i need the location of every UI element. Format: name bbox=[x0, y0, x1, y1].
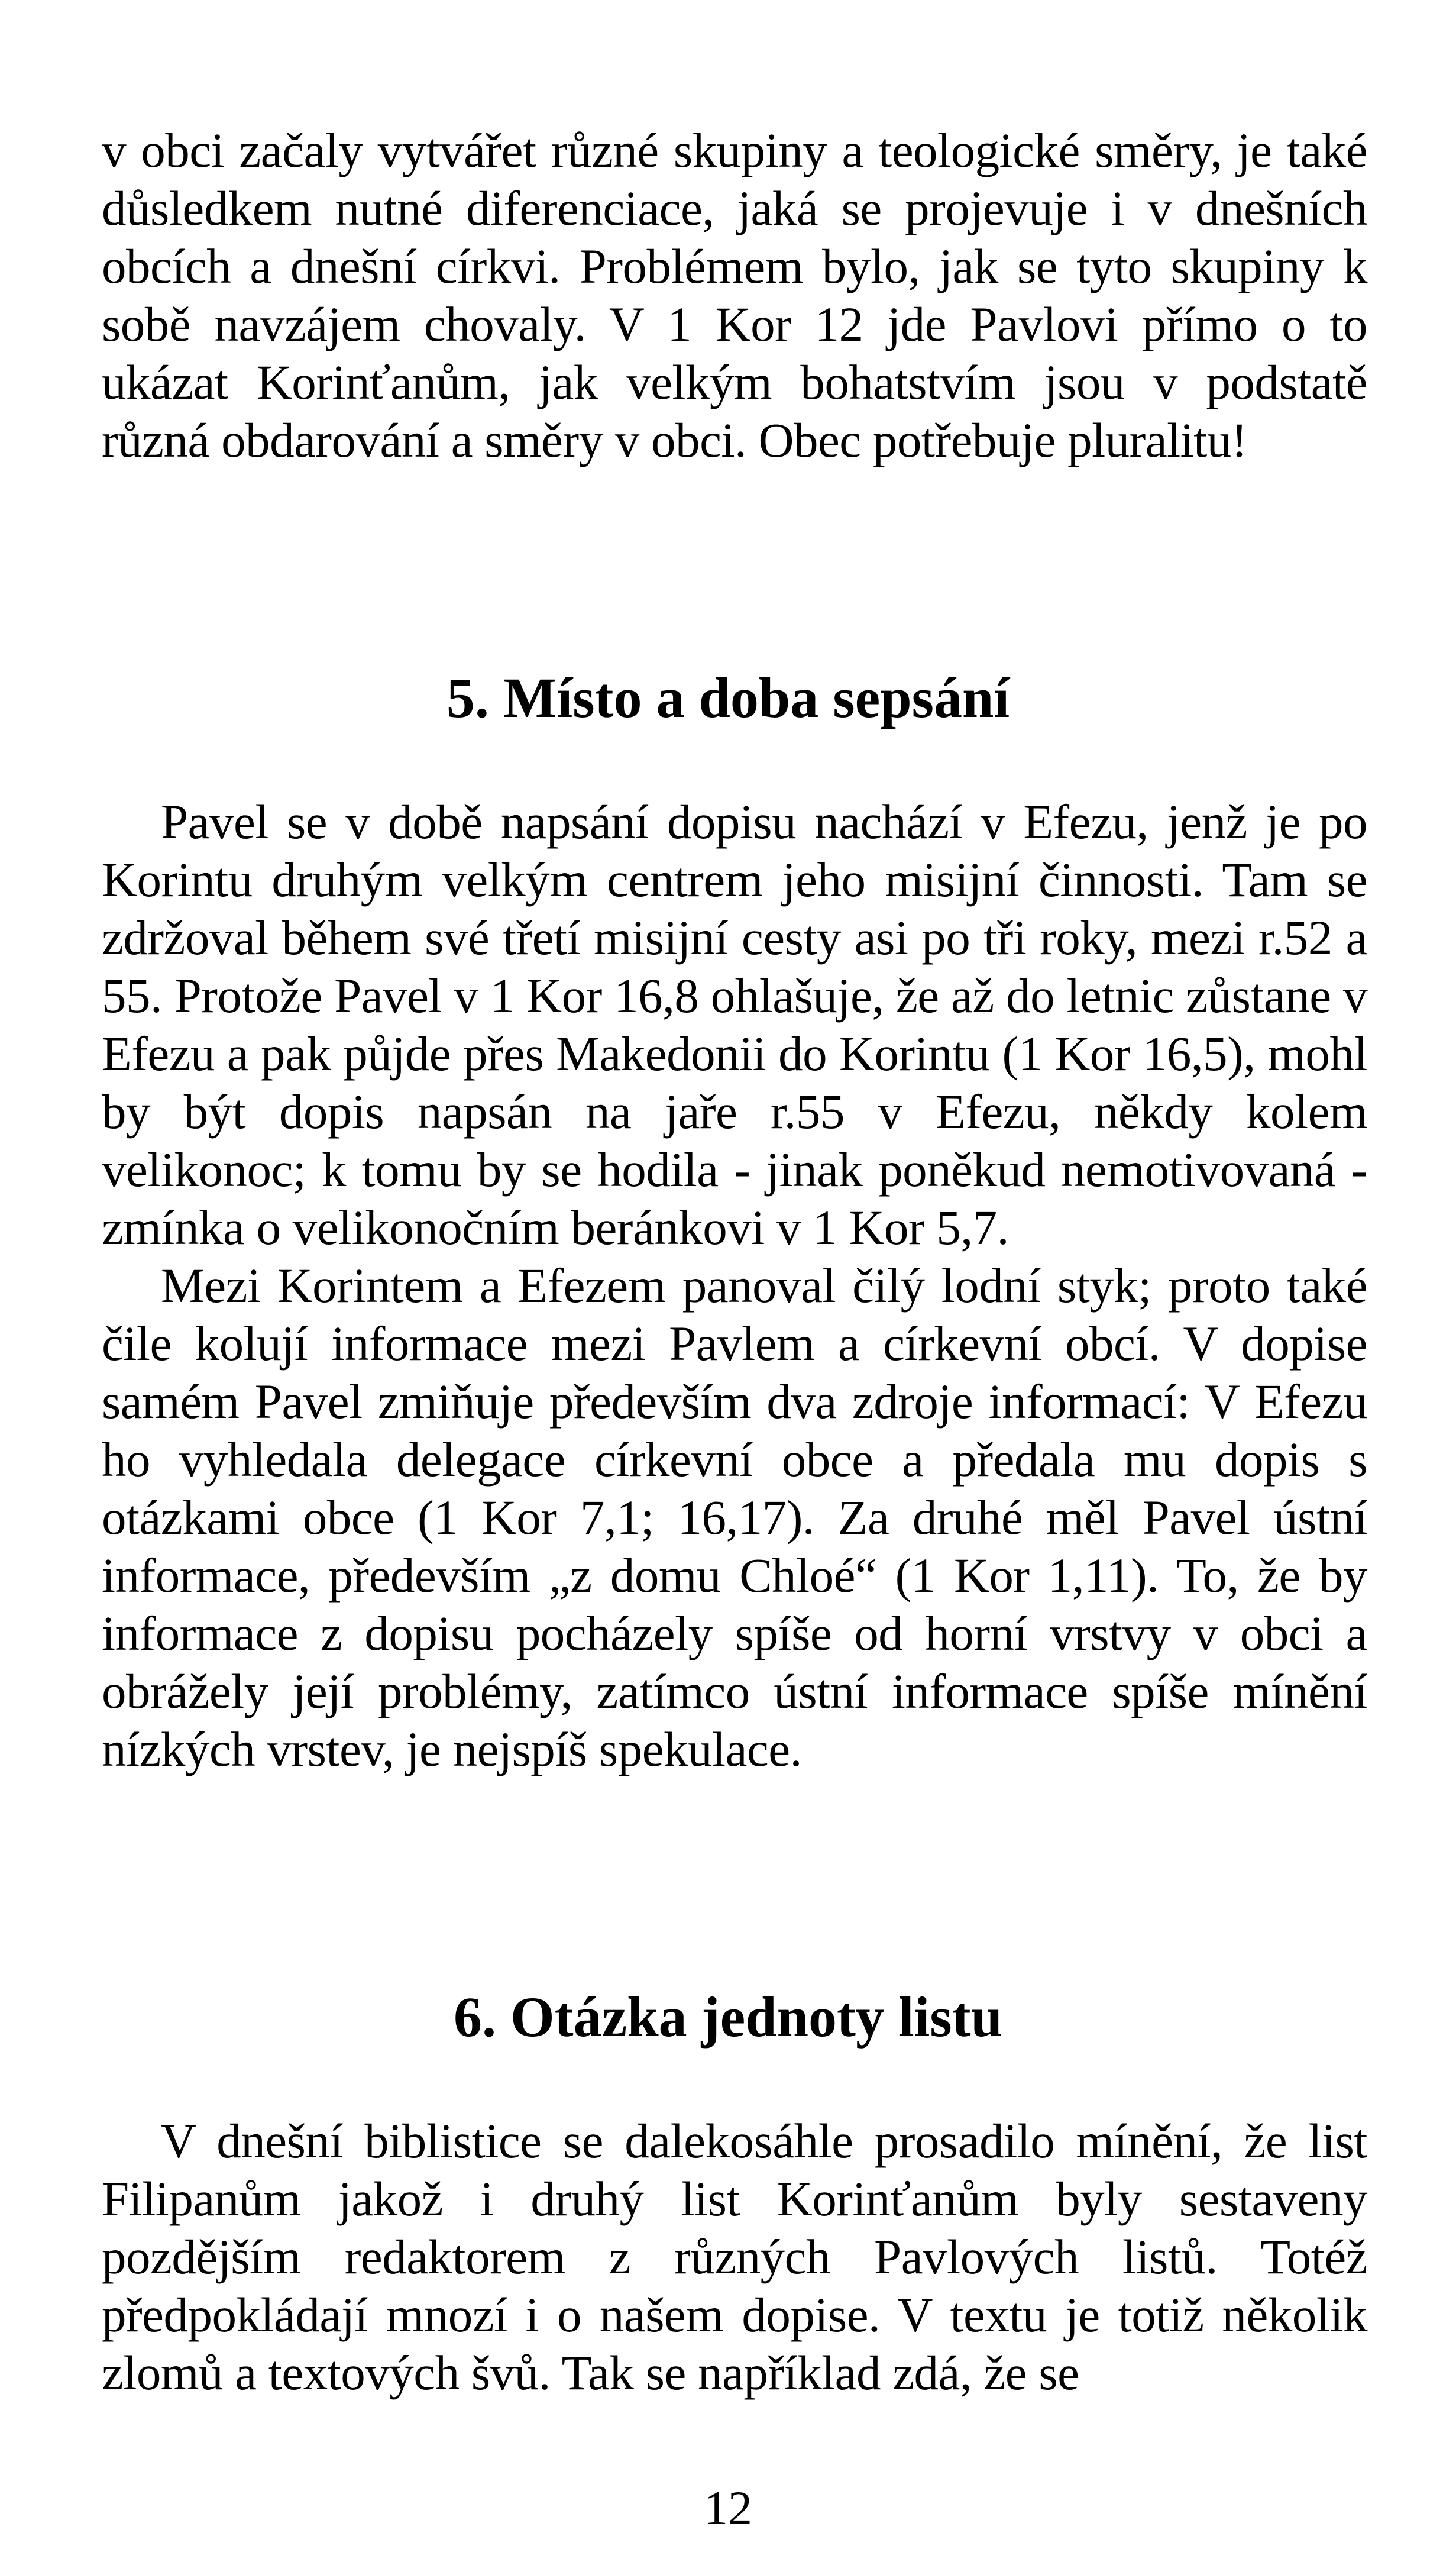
section-5-paragraph-2: Mezi Korintem a Efezem panoval čilý lodní styk; proto také čile kolují informace mezi Pavlem a církevní obcí. V dopise samém Pavel zmiňuje především dva zdroje informací: V Efezu ho vyhledala delegace církevní obce a předala mu dopis s otázkami obce (1 Kor 7,1; 16,17). Za druhé měl Pavel ústní informace, především „z domu Chloé“ (1 Kor 1,11). To, že by informace z dopisu pocházely spíše od horní vrstvy v obci a obrážely její problémy, zatímco ústní informace spíše mínění nízkých vrstev, je nejspíš spekulace. bbox=[102, 1258, 1367, 1776]
intro-paragraph: v obci začaly vytvářet různé skupiny a teologické směry, je také důsledkem nutné diferenciace, jaká se projevuje i v dnešních obcích a dnešní církvi. Problémem bylo, jak se tyto skupiny k sobě navzájem chovaly. V 1 Kor 12 jde Pavlovi přímo o to ukázat Korinťanům, jak velkým bohatstvím jsou v podstatě různá obdarování a směry v obci. Obec potřebuje pluralitu! bbox=[102, 123, 1367, 467]
section-6-text-block bbox=[102, 2112, 1367, 2402]
section-5-paragraph-1: Pavel se v době napsání dopisu nachází v Efezu, jenž je po Korintu druhým velkým centrem jeho misijní činnosti. Tam se zdržoval během své třetí misijní cesty asi po tři roky, mezi r.52 a 55. Protože Pavel v 1 Kor 16,8 ohlašuje, že až do letnic zůstane v Efezu a pak půjde přes Makedonii do Korintu (1 Kor 16,5), mohl by být dopis napsán na jaře r.55 v Efezu, někdy kolem velikonoc; k tomu by se hodila - jinak poněkud nemotivovaná - zmínka o velikonočním beránkovi v 1 Kor 5,7. bbox=[102, 794, 1367, 1255]
section-6-heading: 6. Otázka jednoty listu bbox=[453, 1985, 1003, 2049]
section-5-text-block bbox=[102, 793, 1367, 1778]
intro-text-block bbox=[102, 121, 1367, 469]
section-5-heading: 5. Místo a doba sepsání bbox=[446, 666, 1010, 729]
section-6-paragraph-1: V dnešní biblistice se dalekosáhle prosadilo mínění, že list Filipanům jakož i druhý list Korinťanům byly sestaveny pozdějším redaktorem z různých Pavlových listů. Totéž předpokládají mnozí i o našem dopise. V textu je totiž několik zlomů a textových švů. Tak se například zdá, že se bbox=[102, 2114, 1367, 2400]
page-number: 12 bbox=[704, 2481, 752, 2535]
